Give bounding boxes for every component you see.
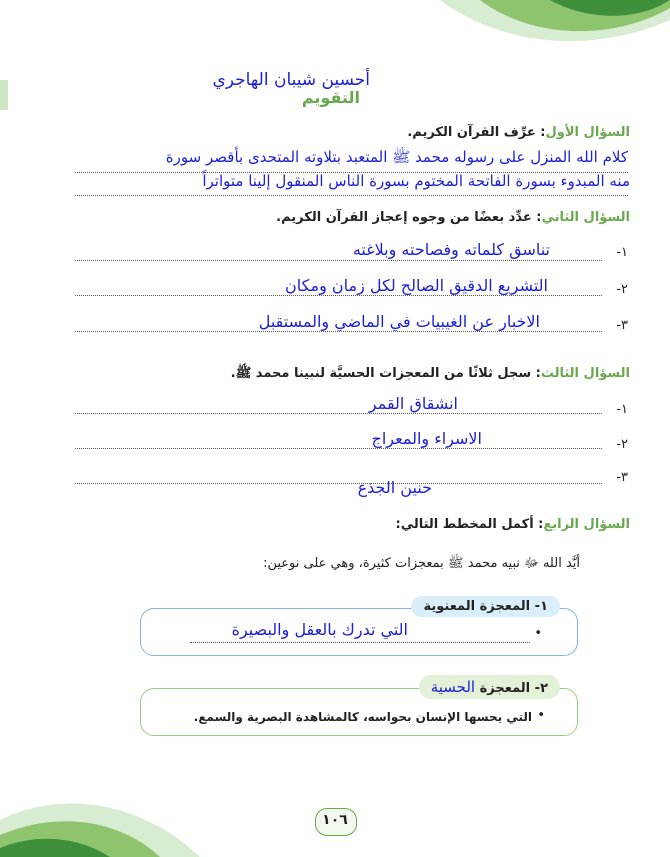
- q3-item-2-line: [75, 448, 602, 449]
- moral-miracle-title: ١- المعجزة المعنوية: [411, 596, 560, 617]
- q3-item-3-line: [75, 483, 602, 484]
- q2-item-1-answer: تناسق كلماته وفصاحته وبلاغته: [352, 240, 550, 259]
- q2-item-1-line: [75, 260, 602, 261]
- question-4-label: السؤال الرابع: [543, 517, 630, 532]
- moral-miracle-bullet: •: [534, 626, 542, 641]
- q4-intro: أيَّد الله ﷻ نبيه محمد ﷺ بمعجزات كثيرة، وهي على نوعين:: [263, 556, 580, 571]
- sensory-miracle-bullet: •: [537, 708, 545, 723]
- question-1-label: السؤال الأول: [545, 125, 630, 140]
- q2-item-2-number: ٢-: [616, 282, 628, 297]
- q1-dotted-line-2: [75, 195, 628, 196]
- question-3: [231, 365, 630, 384]
- question-1: [407, 125, 630, 140]
- q2-item-1-number: ١-: [616, 245, 628, 260]
- left-edge-mark: [0, 80, 8, 110]
- question-1-text: : عرِّف القرآن الكريم.: [407, 125, 546, 140]
- moral-miracle-answer: التي تدرك بالعقل والبصيرة: [231, 620, 408, 639]
- sensory-miracle-title: ٢- المعجزة: [479, 681, 548, 696]
- bottom-corner-decoration: [0, 790, 200, 857]
- student-name: أحسين شيبان الهاجري: [212, 70, 370, 90]
- question-2: [276, 210, 630, 225]
- q2-item-3-line: [75, 331, 602, 332]
- section-title: التقويم: [301, 88, 360, 107]
- q3-item-1-number: ١-: [616, 402, 628, 417]
- q2-item-2-answer: التشريع الدقيق الصالح لكل زمان ومكان: [285, 276, 548, 295]
- q1-answer-line-2: منه المبدوء بسورة الفاتحة المختوم بسورة الناس المنقول إلينا متواتراً: [202, 172, 630, 190]
- question-4-text: : أكمل المخطط التالي:: [395, 517, 544, 532]
- question-4: [396, 517, 631, 532]
- question-2-text: : عدِّد بعضًا من وجوه إعجاز القرآن الكريم.: [276, 210, 542, 225]
- q3-item-1-answer: انشقاق القمر: [368, 394, 458, 413]
- q3-item-1-line: [75, 413, 602, 414]
- moral-miracle-line: [190, 642, 530, 643]
- q3-item-2-answer: الاسراء والمعراج: [371, 429, 482, 448]
- q1-answer-line-1: كلام الله المنزل على رسوله محمد ﷺ المتعبد بتلاوته المتحدى بأقصر سورة: [165, 148, 628, 166]
- q2-item-3-answer: الاخبار عن الغيبيات في الماضي والمستقبل: [258, 312, 540, 331]
- top-corner-decoration: [440, 0, 670, 75]
- sensory-miracle-title-tab: [419, 675, 560, 699]
- question-3-label: السؤال الثالث: [540, 366, 630, 381]
- q3-item-3-number: ٣-: [616, 470, 628, 485]
- q3-item-3-answer: حنين الجذع: [357, 478, 432, 497]
- sensory-miracle-title-answer: الحسية: [430, 678, 476, 696]
- q2-item-2-line: [75, 295, 602, 296]
- question-3-text: : سجل ثلاثًا من المعجزات الحسيَّة لنبينا محمد ﷺ.: [230, 366, 541, 381]
- q2-item-3-number: ٣-: [616, 318, 628, 333]
- sensory-miracle-text: التي يحسها الإنسان بحواسه، كالمشاهدة البصرية والسمع.: [193, 710, 532, 724]
- page-number: ١٠٦: [322, 812, 348, 828]
- question-2-label: السؤال الثاني: [541, 210, 630, 225]
- q3-item-2-number: ٢-: [616, 437, 628, 452]
